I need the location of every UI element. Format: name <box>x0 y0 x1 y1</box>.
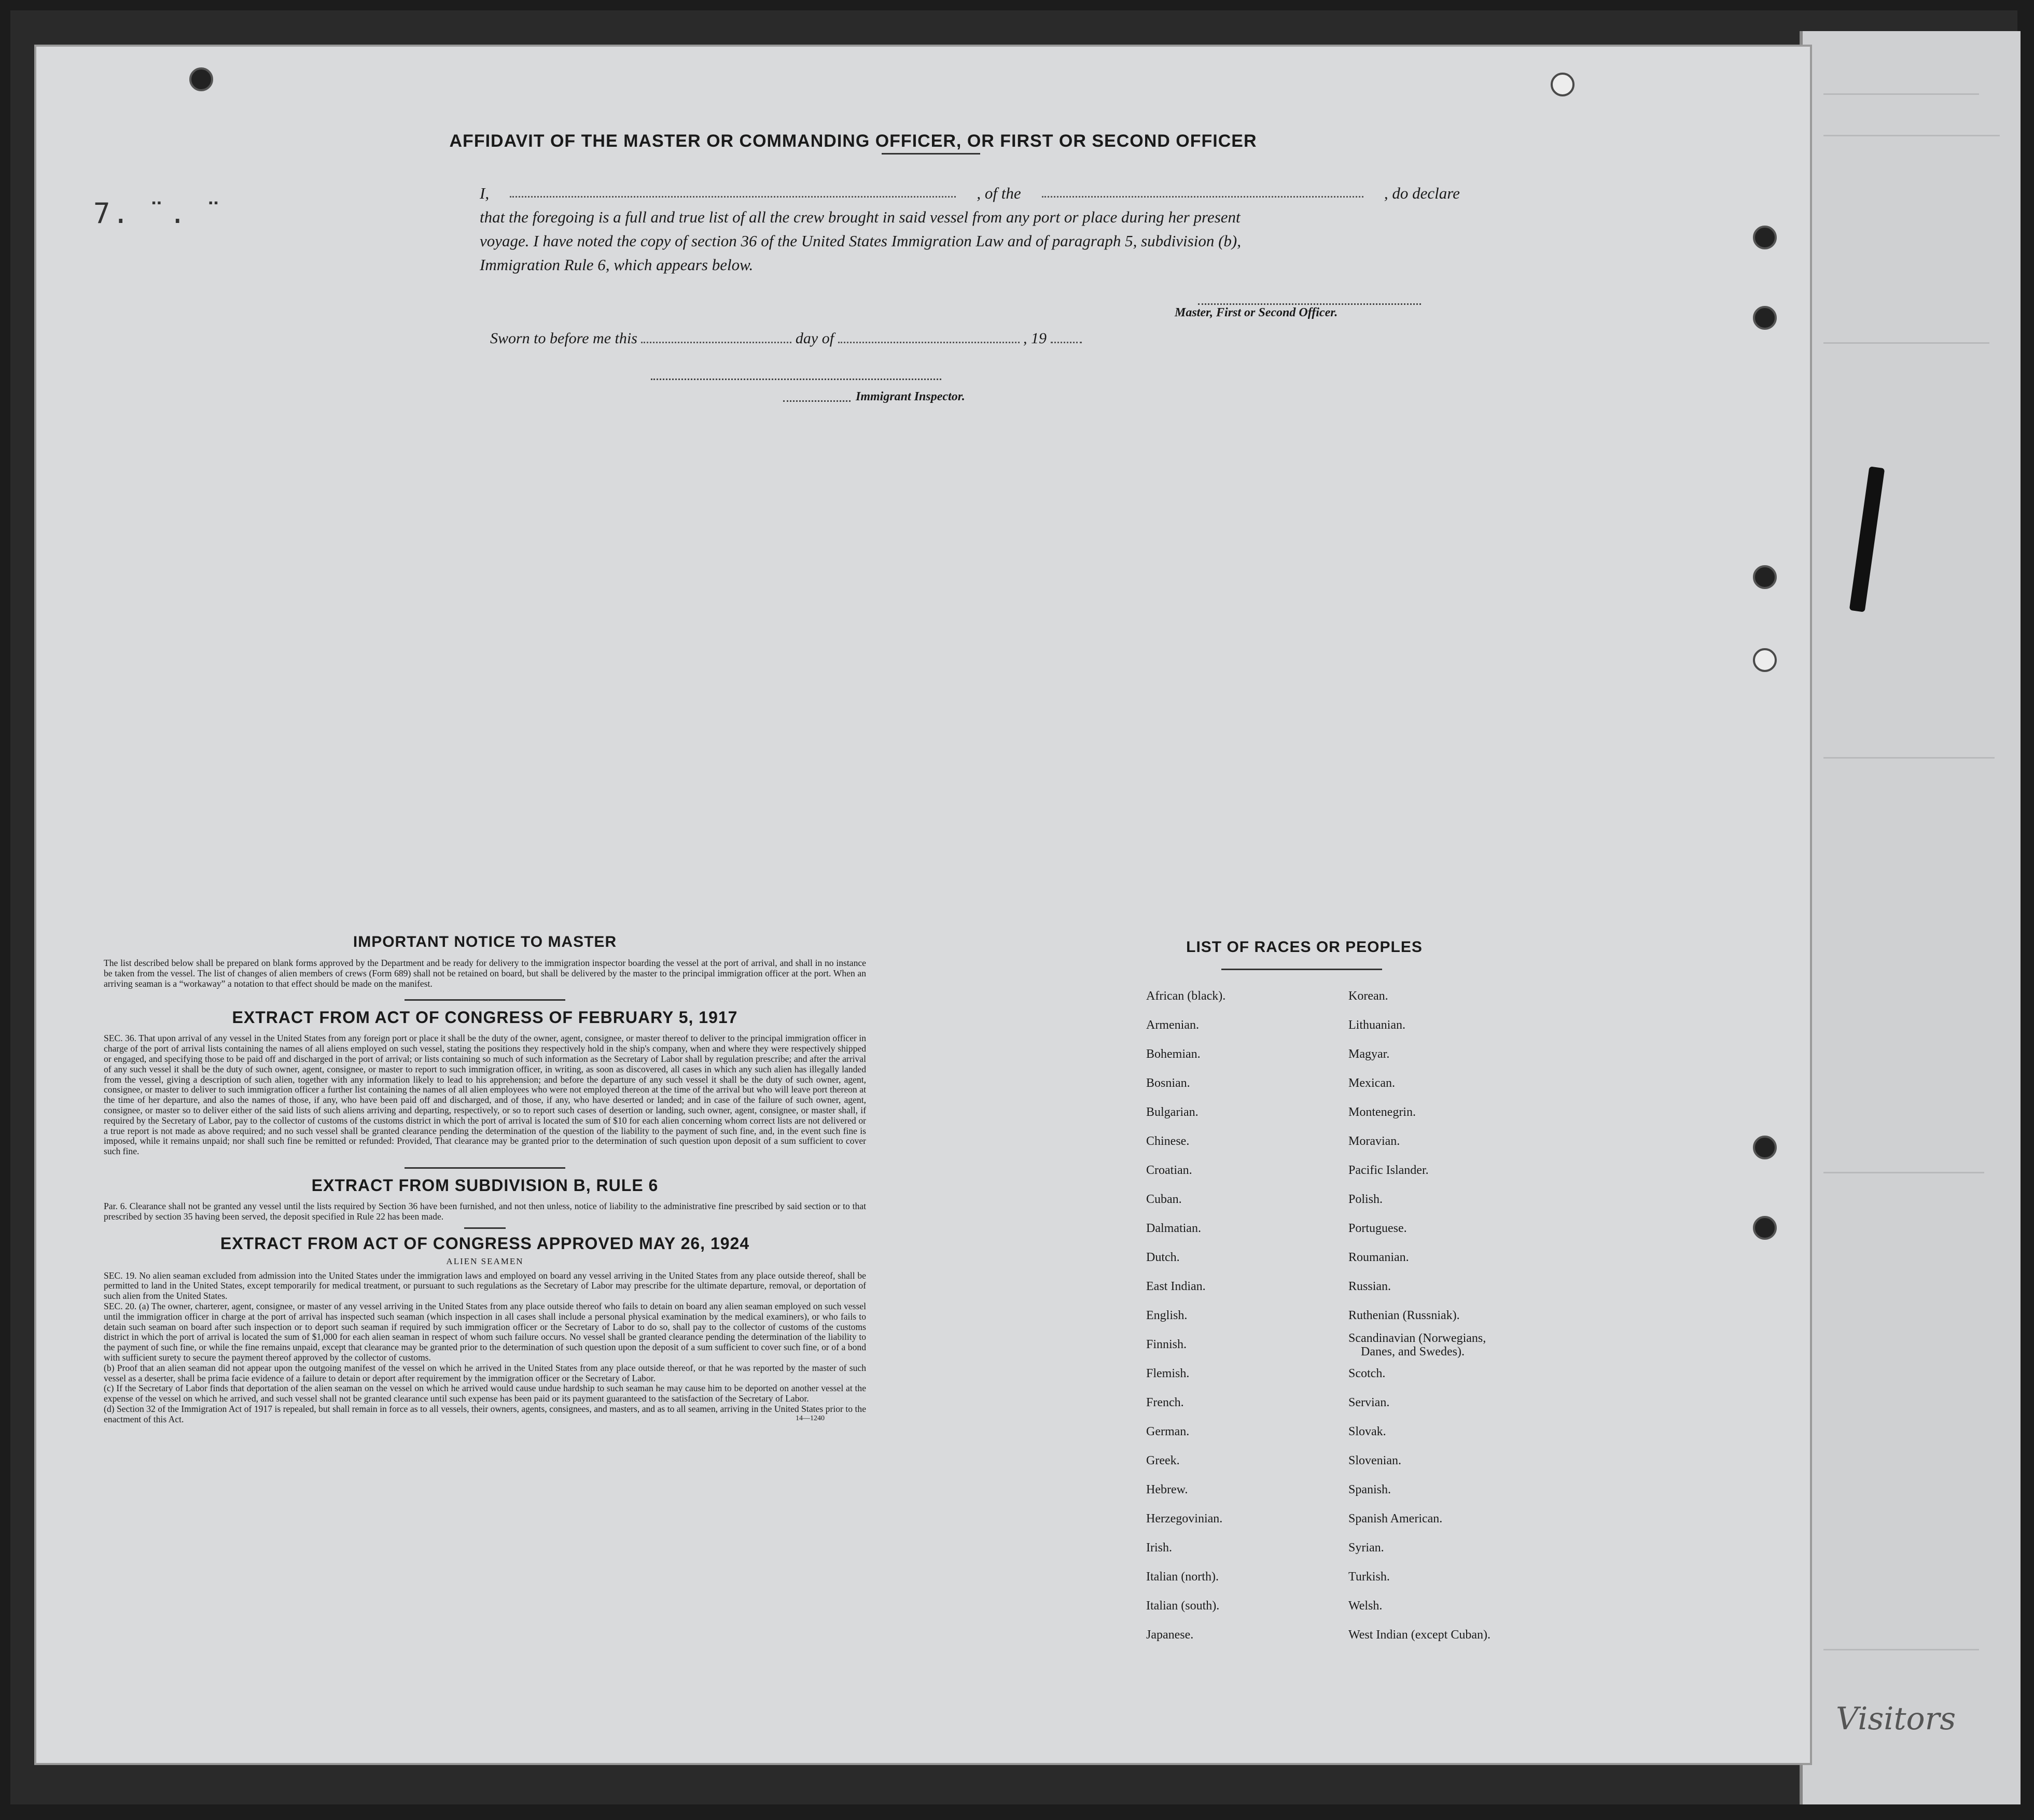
vessel-blank <box>1042 181 1363 198</box>
manifest-page <box>36 47 1810 1763</box>
race-item: Japanese. <box>1146 1628 1194 1642</box>
race-item: Herzegovinian. <box>1146 1512 1223 1525</box>
race-item: Russian. <box>1348 1280 1391 1293</box>
inspector-signature-label: Immigrant Inspector. <box>856 390 965 403</box>
race-item: Bosnian. <box>1146 1076 1190 1090</box>
race-item: Spanish American. <box>1348 1512 1443 1525</box>
punch-hole-icon <box>1753 565 1777 589</box>
race-item: French. <box>1146 1396 1184 1409</box>
race-item: Flemish. <box>1146 1367 1190 1380</box>
race-item: Polish. <box>1348 1193 1383 1206</box>
race-item: Syrian. <box>1348 1541 1384 1555</box>
race-item: Slovak. <box>1348 1425 1386 1438</box>
punch-hole-icon <box>1753 1136 1777 1159</box>
notice-column <box>104 933 866 1423</box>
race-item: Turkish. <box>1348 1570 1390 1584</box>
race-item: Slovenian. <box>1348 1454 1401 1467</box>
declarant-prefix: I, <box>480 184 490 202</box>
extract-1924-body: SEC. 19. No alien seaman excluded from admission into the United States under the immigration laws and employed on board any vessel arriving in the United States from any place outside thereof, shall be permitted to land in the United States, except temporarily for medical treatment, or pursuant to such regulations as the Secretary of Labor may prescribe for the ultimate departure, removal, or deportation of such alien from the United States. SEC. 20. (a) The owner, charterer, agent, consignee, or master of any vessel arriving in the United States from any place outside thereof who fails to detain on board any alien seaman employed on such vessel until the immigration officer in charge at the port of arrival has inspected such seaman (which inspection in all cases shall include a personal physical examination by the medical examiners), or who fails to detain such seaman on board after such inspection or to deport such seaman if required by such immigration officer or the Secretary of Labor to do so, shall pay to the collector of customs of the customs district in which the port of arrival is located the sum of $1,000 for each alien seaman in respect of whom such failure occurs. No vessel shall be granted clearance pending the determination of the liability to the payment of such fine, or while the fine remains unpaid, except that clearance may be granted prior to the determination of such question upon the deposit of a sum sufficient to cover such fine, or of a bond with sufficient surety to secure the payment thereof approved by the collector of customs. (b) Proof that an alien seaman did not appear upon the outgoing manifest of the vessel on which he arrived in the United States from any place outside thereof, or that he was reported by the master of such vessel as a deserter, shall be prima facie evidence of a failure to detain or deport after requirement by the immigration officer or the Secretary of Labor. (c) If the Secretary of Labor finds that deportation of the alien seaman on the vessel on which he arrived would cause undue hardship to such seaman he may cause him to be deported on another vessel at the expense of the vessel on which he arrived, and such vessel shall not be granted clearance until such expense has been paid or its payment guaranteed to the satisfaction of the Secretary of Labor. (d) Section 32 of the Immigration Act of 1917 is repealed, but shall remain in force as to all vessels, their owners, agents, consignees, and masters, and as to all seamen, arriving in the United States prior to the enactment of this Act. <box>104 1270 866 1424</box>
race-item: Servian. <box>1348 1396 1390 1409</box>
race-item: African (black). <box>1146 989 1226 1003</box>
race-item: Scandinavian (Norwegians, Danes, and Swedes). <box>1348 1332 1486 1359</box>
notice-body: The list described below shall be prepared on blank forms approved by the Department and be ready for delivery to the immigration inspector boarding the vessel at the port of arrival, and shall in no instance be taken from the vessel. The list of changes of alien members of crews (Form 689) shall not be retained on board, but shall be delivered by the master to the principal immigration officer at the port. When an arriving seaman is a “workaway” a notation to that effect should be made on the manifest. <box>104 958 866 989</box>
race-item: Hebrew. <box>1146 1483 1188 1496</box>
race-item: Ruthenian (Russniak). <box>1348 1309 1460 1322</box>
race-item: Greek. <box>1146 1454 1180 1467</box>
race-item: Roumanian. <box>1348 1251 1409 1264</box>
race-item: Bulgarian. <box>1146 1105 1199 1119</box>
affidavit-body <box>480 181 1460 277</box>
race-item: Dutch. <box>1146 1251 1180 1264</box>
section-divider <box>405 1167 565 1169</box>
date-day-blank <box>641 329 791 343</box>
sworn-year-label: , 19 <box>1023 330 1047 347</box>
sworn-line <box>490 329 1082 347</box>
extract-rule6-title: EXTRACT FROM SUBDIVISION B, RULE 6 <box>311 1175 659 1195</box>
inspector-signature-line <box>651 379 941 380</box>
handwritten-note: Visitors <box>1836 1701 1956 1737</box>
race-item: German. <box>1146 1425 1190 1438</box>
back-sheet <box>1800 31 2021 1804</box>
race-item: English. <box>1146 1309 1188 1322</box>
section-divider <box>405 999 565 1001</box>
affidavit-title: AFFIDAVIT OF THE MASTER OR COMMANDING OFFICER, OR FIRST OR SECOND OFFICER <box>449 131 1257 151</box>
declaration-line-2: that the foregoing is a full and true list of all the crew brought in said vessel from any port or place during her present <box>480 208 1241 226</box>
race-item: Magyar. <box>1348 1047 1390 1061</box>
extract-1917-title: EXTRACT FROM ACT OF CONGRESS OF FEBRUARY 5, 1917 <box>232 1008 738 1027</box>
declare-suffix: , do declare <box>1384 184 1460 202</box>
punch-hole-icon <box>1753 1216 1777 1240</box>
race-item: Lithuanian. <box>1348 1018 1405 1032</box>
race-item: Dalmatian. <box>1146 1222 1201 1235</box>
race-item: Cuban. <box>1146 1193 1182 1206</box>
punch-hole-icon <box>1753 648 1777 672</box>
declaration-line <box>480 181 1460 205</box>
race-item: Finnish. <box>1146 1338 1187 1351</box>
section-divider <box>464 1227 506 1229</box>
punch-hole-icon <box>1753 226 1777 249</box>
vessel-prefix: , of the <box>977 184 1021 202</box>
extract-1917-body: SEC. 36. That upon arrival of any vessel in the United States from any foreign port or place it shall be the duty of the owner, agent, consignee, or master thereof to deliver to the principal immigration officer in charge of the port of arrival lists containing the names of all aliens employed on such vessel, stating the positions they respectively hold in the ship's company, when and where they were respectively shipped or engaged, and specifying those to be paid off and discharged in the port of arrival; or lists containing so much of such information as the Secretary of Labor shall by regulation prescribe; and after the arrival of any such vessel it shall be the duty of such owner, agent, consignee, or master to report to such immigration officer, in writing, as soon as discovered, all cases in which any such alien has illegally landed from the vessel, giving a description of such alien, together with any information likely to lead to his apprehension; and before the departure of any such vessel it shall be the duty of such owner, agent, consignee, or master to deliver to such immigration officer a further list containing the names of all alien employees who were not employed thereon at the time of the arrival but who will leave port thereon at the time of her departure, and also the names of those, if any, who have been paid off and discharged, and of those, if any, who have deserted or landed; and in case of the failure of such owner, agent, consignee, or master so to deliver either of the said lists of such aliens arriving and departing, respectively, or so to report such cases of desertion or landing, such owner, agent, consignee, or master shall, if required by the Secretary of Labor, pay to the collector of customs of the customs district in which the port of arrival is located the sum of $10 for each alien concerning whom correct lists are not delivered or a true report is not made as above required; and no such vessel shall be granted clearance pending the determination of the question of the liability to the payment of such fine, and, in the event such fine is imposed, while it remains unpaid; nor shall such fine be remitted or refunded: Provided, That clearance may be granted prior to the determination of such question upon deposit of a sum sufficient to cover such fine. <box>104 1033 866 1157</box>
sworn-day-label: day of <box>795 330 834 347</box>
races-title: LIST OF RACES OR PEOPLES <box>1186 939 1423 956</box>
declaration-line-4: Immigration Rule 6, which appears below. <box>480 256 754 274</box>
race-item: Bohemian. <box>1146 1047 1201 1061</box>
notice-title: IMPORTANT NOTICE TO MASTER <box>353 933 617 950</box>
race-item: Armenian. <box>1146 1018 1199 1032</box>
sworn-prefix: Sworn to before me this <box>490 330 637 347</box>
race-item: Irish. <box>1146 1541 1172 1555</box>
race-item: Chinese. <box>1146 1135 1190 1148</box>
title-divider <box>882 153 980 155</box>
race-item: Scotch. <box>1348 1367 1386 1380</box>
race-item: Welsh. <box>1348 1599 1383 1613</box>
form-number: 14—1240 <box>796 1414 825 1422</box>
race-item: Croatian. <box>1146 1164 1192 1177</box>
race-item: Montenegrin. <box>1348 1105 1416 1119</box>
date-year-blank <box>1051 329 1082 343</box>
race-item: West Indian (except Cuban). <box>1348 1628 1490 1642</box>
race-item: Italian (south). <box>1146 1599 1220 1613</box>
master-signature-line <box>1198 303 1421 305</box>
punch-hole-icon <box>1753 306 1777 330</box>
date-month-blank <box>838 329 1020 343</box>
race-item: Moravian. <box>1348 1135 1400 1148</box>
race-item: Pacific Islander. <box>1348 1164 1429 1177</box>
race-item: Spanish. <box>1348 1483 1391 1496</box>
inspector-short-line <box>783 400 851 402</box>
race-item: Korean. <box>1348 989 1388 1003</box>
race-item: Italian (north). <box>1146 1570 1219 1584</box>
races-title-divider <box>1221 969 1382 970</box>
race-item: East Indian. <box>1146 1280 1206 1293</box>
race-item: Mexican. <box>1348 1076 1395 1090</box>
margin-note: 7. ̈ . ̈ <box>93 197 207 230</box>
master-signature-label: Master, First or Second Officer. <box>1175 306 1338 319</box>
punch-hole-icon <box>1551 73 1575 96</box>
name-blank <box>510 181 956 198</box>
extract-rule6-body: Par. 6. Clearance shall not be granted any vessel until the lists required by Section 36 have been furnished, and not then unless, notice of liability to the administrative fine prescribed by said section or to that prescribed by section 35 having been served, the deposit specified in Rule 22 has been made. <box>104 1200 866 1222</box>
extract-1924-subtitle: ALIEN SEAMEN <box>446 1256 524 1266</box>
declaration-line-3: voyage. I have noted the copy of section 36 of the United States Immigration Law and of paragraph 5, subdivision (b), <box>480 232 1241 250</box>
extract-1924-title: EXTRACT FROM ACT OF CONGRESS APPROVED MAY 26, 1924 <box>220 1234 750 1253</box>
race-item: Portuguese. <box>1348 1222 1407 1235</box>
punch-hole-icon <box>189 67 213 91</box>
